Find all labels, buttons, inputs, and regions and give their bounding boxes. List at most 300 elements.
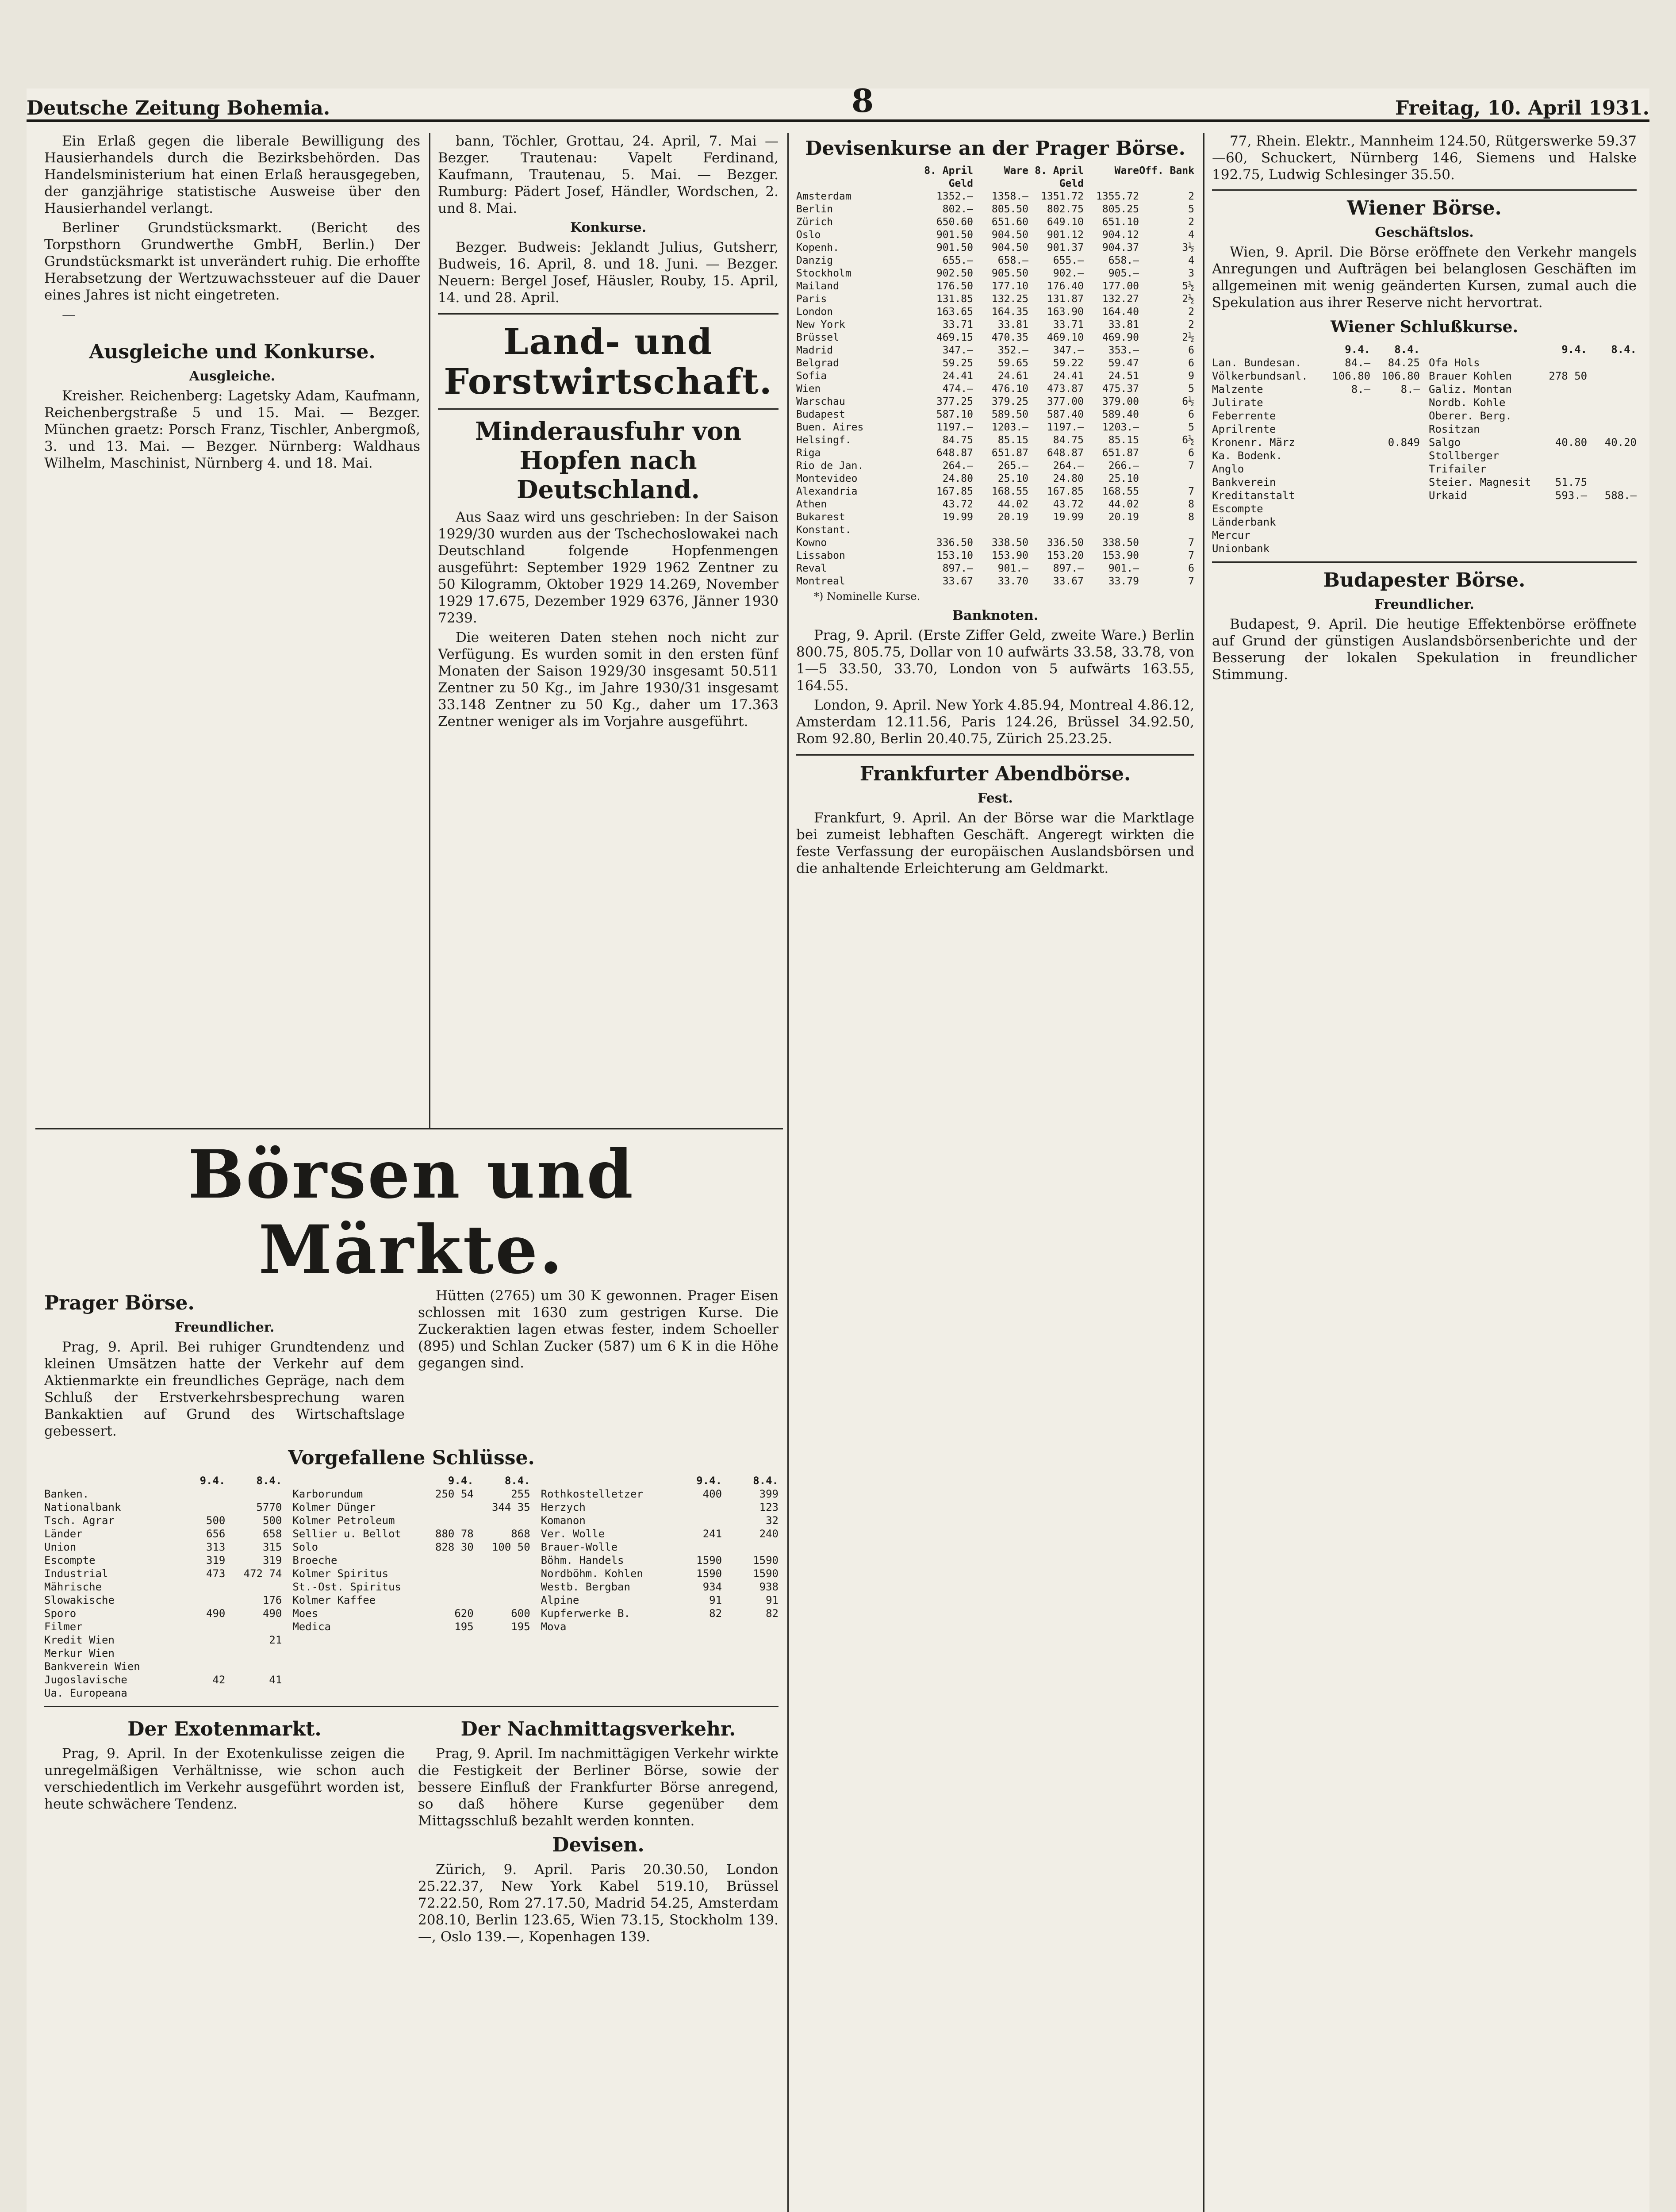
table-cell: 6 bbox=[1188, 447, 1194, 459]
table-row bbox=[796, 472, 1194, 485]
table-cell: 469.90 bbox=[1102, 332, 1139, 343]
table-cell bbox=[474, 1580, 530, 1594]
table-row bbox=[796, 216, 1194, 229]
table-header: 9.4. 8.4. bbox=[1561, 343, 1637, 356]
table-cell bbox=[1321, 422, 1370, 436]
table-cell bbox=[225, 1647, 282, 1660]
table-cell bbox=[225, 1487, 282, 1501]
table-cell: Warschau bbox=[796, 396, 845, 407]
table-cell: 2 bbox=[1188, 191, 1194, 202]
table-cell: Berlin bbox=[796, 204, 833, 215]
table-cell: 655.— bbox=[942, 255, 973, 266]
table-cell: 7 bbox=[1188, 537, 1194, 549]
table-row bbox=[796, 562, 1194, 575]
table-cell bbox=[1321, 409, 1370, 422]
table-cell: Oberer. Berg. bbox=[1429, 410, 1512, 422]
table-cell: 25.10 bbox=[1108, 473, 1139, 484]
table-cell: 24.61 bbox=[997, 370, 1028, 382]
table-cell: Westb. Bergban bbox=[541, 1581, 630, 1593]
table-cell: 352.— bbox=[997, 345, 1028, 356]
table-row bbox=[292, 1527, 530, 1540]
table-row bbox=[796, 319, 1194, 331]
table-cell bbox=[1084, 524, 1139, 537]
table-cell: 938 bbox=[759, 1581, 779, 1593]
table-cell: 7 bbox=[1188, 576, 1194, 587]
table-row bbox=[796, 396, 1194, 408]
table-cell: 106.80 bbox=[1332, 370, 1371, 382]
column-rule bbox=[787, 133, 789, 2212]
table-cell bbox=[225, 1660, 282, 1673]
table-cell: Brauer-Wolle bbox=[541, 1541, 618, 1553]
table-cell bbox=[1587, 396, 1637, 409]
section-rule bbox=[1212, 189, 1637, 191]
table-cell: Moes bbox=[292, 1607, 318, 1620]
table-cell: Oslo bbox=[796, 229, 821, 241]
table-cell bbox=[1028, 524, 1084, 537]
table-cell bbox=[1370, 502, 1420, 515]
table-cell bbox=[417, 1580, 474, 1594]
table-cell: Slowakische bbox=[44, 1594, 115, 1606]
table-cell bbox=[417, 1594, 474, 1607]
table-cell: 168.55 bbox=[1102, 486, 1139, 497]
table-cell: 4 bbox=[1188, 255, 1194, 266]
table-cell bbox=[1370, 462, 1420, 476]
table-row bbox=[1212, 383, 1420, 396]
table-cell: 59.25 bbox=[942, 357, 973, 369]
exoten-text: Prag, 9. April. In der Exotenkulisse zeigen die unregelmäßigen Verhältnisse, wie schon auch verschiedentlich im Verkehr ausgeführt worden ist, heute schwächere Tendenz. bbox=[44, 1746, 405, 1812]
table-cell: 656 bbox=[206, 1528, 226, 1540]
table-cell: 6 bbox=[1188, 357, 1194, 369]
table-cell: 588.— bbox=[1604, 489, 1637, 502]
table-cell: 802.— bbox=[942, 204, 973, 215]
table-cell: 59.65 bbox=[997, 357, 1028, 369]
table-cell: Montreal bbox=[796, 576, 845, 587]
table-cell: 241 bbox=[702, 1528, 722, 1540]
table-cell: 177.10 bbox=[991, 280, 1028, 292]
budapest-title: Budapester Börse. bbox=[1323, 569, 1526, 591]
table-cell: Ofa Hols bbox=[1429, 357, 1480, 369]
schluesse-table-b bbox=[292, 1474, 530, 1700]
prague-text: Prag, 9. April. Bei ruhiger Grundtendenz und kleinen Umsätzen hatte der Verkehr auf dem Aktienmarkte ein freundliches Gepräge, nach dem Schluß der Erstverkehrsbesprechung waren Bankaktien auf Grund des Wirtschaftslage gebessert. bbox=[44, 1339, 405, 1439]
table-row bbox=[1429, 396, 1637, 409]
column-rule bbox=[1203, 133, 1204, 2212]
table-cell: 176.40 bbox=[1047, 280, 1084, 292]
table-row bbox=[796, 549, 1194, 562]
table-row bbox=[1212, 396, 1420, 409]
table-cell bbox=[1587, 409, 1637, 422]
table-cell: 1590 bbox=[753, 1554, 779, 1567]
table-cell: 153.20 bbox=[1047, 550, 1084, 561]
table-cell: 469.15 bbox=[936, 332, 973, 343]
table-cell: 338.50 bbox=[1102, 537, 1139, 549]
table-cell: Julirate bbox=[1212, 396, 1263, 409]
table-cell bbox=[417, 1501, 474, 1514]
table-cell: 904.37 bbox=[1102, 242, 1139, 253]
table-cell: 905.50 bbox=[991, 268, 1028, 279]
table-cell bbox=[1538, 449, 1587, 462]
article-grundstuecksmarkt: Berliner Grundstücksmarkt. (Bericht des Torpsthorn Grundwerthe GmbH, Berlin.) Der Grundstücksmarkt ist unverändert ruhig. Die erhoffte Herabsetzung der Wertzuwachssteuer auf die Dauer eines Jahres ist nicht eingetreten. bbox=[44, 220, 420, 303]
page-header bbox=[27, 82, 1649, 122]
table-cell bbox=[1370, 409, 1420, 422]
table-cell: 176.50 bbox=[936, 280, 973, 292]
table-cell: Mailand bbox=[796, 280, 839, 292]
table-cell: 4 bbox=[1188, 229, 1194, 241]
table-row bbox=[796, 460, 1194, 472]
table-cell: Völkerbundsanl. bbox=[1212, 370, 1308, 382]
table-cell bbox=[1321, 476, 1370, 489]
table-cell: 7 bbox=[1188, 550, 1194, 561]
table-cell: 904.50 bbox=[991, 229, 1028, 241]
table-cell bbox=[169, 1633, 225, 1647]
table-cell bbox=[1321, 489, 1370, 502]
table-cell: 472 74 bbox=[243, 1567, 282, 1580]
table-cell: Steier. Magnesit bbox=[1429, 476, 1531, 488]
table-cell bbox=[417, 1554, 474, 1567]
table-cell: Nordböhm. Kohlen bbox=[541, 1567, 643, 1580]
table-row bbox=[796, 190, 1194, 203]
table-cell bbox=[665, 1620, 722, 1633]
section-rule bbox=[35, 1128, 783, 1129]
table-cell: 901.— bbox=[1108, 563, 1139, 574]
table-cell: 651.87 bbox=[991, 447, 1028, 459]
table-cell: 905.— bbox=[1108, 268, 1139, 279]
table-row bbox=[541, 1580, 779, 1594]
table-cell: Kupferwerke B. bbox=[541, 1607, 630, 1620]
table-cell: 44.02 bbox=[1108, 499, 1139, 510]
table-row bbox=[541, 1501, 779, 1514]
table-row bbox=[44, 1686, 282, 1700]
table-cell: 264.— bbox=[1053, 460, 1084, 472]
table-cell: 33.67 bbox=[942, 576, 973, 587]
table-cell: Banken. bbox=[44, 1488, 89, 1500]
table-cell: 42 bbox=[212, 1674, 226, 1686]
article-filler: — bbox=[62, 307, 76, 323]
table-cell bbox=[1321, 449, 1370, 462]
table-cell bbox=[1321, 396, 1370, 409]
table-cell: 2 bbox=[1188, 306, 1194, 318]
devisenkurse-title: Devisenkurse an der Prager Börse. bbox=[805, 137, 1185, 160]
table-cell bbox=[1321, 436, 1370, 449]
table-cell: Rositzan bbox=[1429, 423, 1480, 435]
table-cell: Mährische bbox=[44, 1581, 102, 1593]
table-cell: 84.75 bbox=[942, 434, 973, 446]
table-cell: 5 bbox=[1188, 383, 1194, 395]
table-cell: 315 bbox=[262, 1541, 282, 1553]
section-land-forstwirtschaft: Land- und Forstwirtschaft. bbox=[444, 321, 773, 402]
table-row bbox=[1212, 489, 1420, 502]
table-cell: 805.25 bbox=[1102, 204, 1139, 215]
table-cell: 19.99 bbox=[1053, 511, 1084, 523]
article-konkurse: Bezger. Budweis: Jeklandt Julius, Gutsherr, Budweis, 16. April, 8. und 18. Juni. — Bezger. Neuern: Bergel Josef, Häusler, Rouby, 15. April, 14. und 28. April. bbox=[438, 239, 779, 306]
table-cell: 600 bbox=[511, 1607, 530, 1620]
table-row bbox=[292, 1514, 530, 1527]
table-cell: Anglo bbox=[1212, 463, 1244, 475]
table-cell: 651.87 bbox=[1102, 447, 1139, 459]
table-cell: Salgo bbox=[1429, 436, 1461, 449]
table-cell bbox=[1538, 356, 1587, 369]
table-cell: 6½ bbox=[1182, 434, 1194, 446]
table-cell: Ver. Wolle bbox=[541, 1528, 605, 1540]
table-cell: 880 78 bbox=[435, 1528, 474, 1540]
table-cell: Länder bbox=[44, 1528, 83, 1540]
table-cell: 106.80 bbox=[1381, 370, 1420, 382]
nachmittag-text: Prag, 9. April. Im nachmittägigen Verkehr wirkte die Festigkeit der Berliner Börse, sowie der bessere Einfluß der Frankfurter Börse anregend, so daß höhere Kurse gegenüber dem Mittagsschluß bezahlt werden konnten. bbox=[418, 1746, 779, 1829]
table-cell: Jugoslavische bbox=[44, 1674, 127, 1686]
table-cell: Medica bbox=[292, 1621, 331, 1633]
table-row bbox=[292, 1487, 530, 1501]
table-row bbox=[796, 408, 1194, 421]
table-cell: 379.25 bbox=[991, 396, 1028, 407]
table-cell: 2 bbox=[1188, 319, 1194, 330]
table-cell: Sellier u. Bellot bbox=[292, 1528, 401, 1540]
wien-tone: Geschäftslos. bbox=[1375, 225, 1474, 240]
page-number: 8 bbox=[851, 82, 874, 119]
table-cell: Bukarest bbox=[796, 511, 845, 523]
prague-tone: Freundlicher. bbox=[174, 1320, 275, 1335]
table-cell: 44.02 bbox=[997, 499, 1028, 510]
table-cell: Kopenh. bbox=[796, 242, 839, 253]
table-cell: Feberrente bbox=[1212, 410, 1276, 422]
table-cell: 20.19 bbox=[1108, 511, 1139, 523]
table-cell bbox=[1370, 542, 1420, 555]
table-cell bbox=[225, 1620, 282, 1633]
table-cell bbox=[1587, 383, 1637, 396]
table-row bbox=[796, 331, 1194, 344]
table-cell: 33.67 bbox=[1053, 576, 1084, 587]
article-ausgleiche: Kreisher. Reichenberg: Lagetsky Adam, Kaufmann, Reichenbergstraße 5 und 15. Mai. — Bezger. München graetz: Porsch Franz, Tischler, Anbergmoß, 3. und 13. Mai. — Bezger. Nürnberg: Waldhaus Wilhelm, Maschinist, Nürnberg 4. und 18. Mai. bbox=[44, 388, 420, 471]
devisenkurse-note: *) Nominelle Kurse. bbox=[814, 590, 920, 603]
nachmittag-column bbox=[418, 1713, 779, 1948]
table-cell: 0.849 bbox=[1388, 436, 1420, 449]
table-cell: 338.50 bbox=[991, 537, 1028, 549]
article-hopfen-title: Minderausfuhr von Hopfen nach Deutschland. bbox=[475, 417, 741, 504]
table-row bbox=[541, 1607, 779, 1620]
table-cell: Ka. Bodenk. bbox=[1212, 449, 1282, 462]
table-cell: 377.25 bbox=[936, 396, 973, 407]
table-row bbox=[44, 1673, 282, 1686]
table-cell: Trifailer bbox=[1429, 463, 1487, 475]
table-row bbox=[1429, 356, 1637, 369]
table-cell: 319 bbox=[262, 1554, 282, 1567]
table-cell: Kolmer Petroleum bbox=[292, 1514, 395, 1527]
table-cell: 1352.— bbox=[936, 191, 973, 202]
table-row bbox=[44, 1501, 282, 1514]
table-cell bbox=[1538, 396, 1587, 409]
table-cell: 1355.72 bbox=[1096, 191, 1139, 202]
table-cell: 195 bbox=[511, 1621, 530, 1633]
table-row bbox=[796, 447, 1194, 460]
table-row bbox=[1212, 356, 1420, 369]
table-row bbox=[1429, 409, 1637, 422]
table-cell bbox=[1370, 422, 1420, 436]
exoten-title: Der Exotenmarkt. bbox=[127, 1718, 322, 1740]
table-cell: 176 bbox=[262, 1594, 282, 1606]
table-cell bbox=[918, 524, 973, 537]
table-cell: 84.25 bbox=[1388, 357, 1420, 369]
table-cell: 43.72 bbox=[1053, 499, 1084, 510]
table-cell: Böhm. Handels bbox=[541, 1554, 624, 1567]
table-cell bbox=[665, 1501, 722, 1514]
schluesse-table-a bbox=[44, 1474, 282, 1700]
table-row bbox=[44, 1607, 282, 1620]
table-cell: 40.20 bbox=[1604, 436, 1637, 449]
table-row bbox=[796, 421, 1194, 434]
table-cell: 649.10 bbox=[1047, 216, 1084, 228]
table-cell: 313 bbox=[206, 1541, 226, 1553]
table-cell: 5½ bbox=[1182, 280, 1194, 292]
table-cell: New York bbox=[796, 319, 845, 330]
table-cell bbox=[169, 1594, 225, 1607]
table-cell: 278 50 bbox=[1549, 370, 1588, 382]
table-row bbox=[44, 1567, 282, 1580]
table-cell bbox=[474, 1567, 530, 1580]
table-cell: 344 35 bbox=[491, 1501, 530, 1513]
table-cell: 33.79 bbox=[1108, 576, 1139, 587]
table-cell: Brauer Kohlen bbox=[1429, 370, 1512, 382]
table-cell: Wien bbox=[796, 383, 821, 395]
table-cell: 901.— bbox=[997, 563, 1028, 574]
table-row bbox=[1429, 369, 1637, 383]
table-cell: Solo bbox=[292, 1541, 318, 1553]
table-cell: 475.37 bbox=[1102, 383, 1139, 395]
table-cell: 32 bbox=[766, 1514, 779, 1527]
table-cell: 901.12 bbox=[1047, 229, 1084, 241]
table-cell: 319 bbox=[206, 1554, 226, 1567]
table-cell: 264.— bbox=[942, 460, 973, 472]
section-rule bbox=[1212, 561, 1637, 563]
table-row bbox=[796, 575, 1194, 588]
table-cell: 868 bbox=[511, 1528, 530, 1540]
table-cell bbox=[169, 1501, 225, 1514]
table-cell bbox=[1587, 356, 1637, 369]
table-cell bbox=[1139, 524, 1194, 537]
table-cell: 131.85 bbox=[936, 293, 973, 305]
table-cell: Paris bbox=[796, 293, 827, 305]
table-cell: 5 bbox=[1188, 204, 1194, 215]
table-cell: 167.85 bbox=[936, 486, 973, 497]
table-cell: 167.85 bbox=[1047, 486, 1084, 497]
table-cell: 593.— bbox=[1555, 489, 1588, 502]
table-cell: 347.— bbox=[942, 345, 973, 356]
table-row bbox=[541, 1620, 779, 1633]
issue-date: Freitag, 10. April 1931. bbox=[1395, 97, 1649, 119]
table-cell: 51.75 bbox=[1555, 476, 1588, 488]
nachmittag-title: Der Nachmittagsverkehr. bbox=[460, 1718, 736, 1740]
table-cell: Malzente bbox=[1212, 383, 1263, 396]
table-cell: 24.51 bbox=[1108, 370, 1139, 382]
table-cell: Mova bbox=[541, 1621, 567, 1633]
table-cell bbox=[474, 1514, 530, 1527]
table-cell: Urkaid bbox=[1429, 489, 1467, 502]
table-cell bbox=[417, 1514, 474, 1527]
table-cell: St.-Ost. Spiritus bbox=[292, 1581, 401, 1593]
table-cell: 1197.— bbox=[936, 422, 973, 433]
article-hausierhandel: Ein Erlaß gegen die liberale Bewilligung des Hausierhandels durch die Bezirksbehörden. Das Handelsministerium hat einen Erlaß herausgegeben, der ganzjährige statistische Ausweise über den Hausierhandel verlangt. bbox=[44, 133, 420, 216]
table-cell bbox=[973, 524, 1028, 537]
table-cell bbox=[1538, 422, 1587, 436]
section-ausgleiche: Ausgleiche und Konkurse. bbox=[89, 341, 376, 363]
table-cell bbox=[474, 1554, 530, 1567]
table-cell bbox=[169, 1620, 225, 1633]
table-cell bbox=[665, 1514, 722, 1527]
table-cell: 33.71 bbox=[942, 319, 973, 330]
table-cell bbox=[225, 1686, 282, 1700]
table-cell: Merkur Wien bbox=[44, 1647, 115, 1659]
table-row bbox=[796, 383, 1194, 396]
budapest-tone: Freundlicher. bbox=[1374, 597, 1474, 612]
table-cell: 3½ bbox=[1182, 242, 1194, 253]
table-cell: 473 bbox=[206, 1567, 226, 1580]
table-cell: Filmer bbox=[44, 1621, 83, 1633]
table-row bbox=[796, 524, 1194, 537]
table-cell: 8 bbox=[1188, 499, 1194, 510]
table-cell: Union bbox=[44, 1541, 77, 1553]
table-cell: 24.80 bbox=[942, 473, 973, 484]
column-3 bbox=[796, 133, 1194, 2212]
table-cell: 123 bbox=[759, 1501, 779, 1513]
schluesse-table-c bbox=[541, 1474, 779, 1700]
wien-schluss-table-b bbox=[1429, 343, 1637, 555]
table-row bbox=[1429, 462, 1637, 476]
table-cell bbox=[1321, 515, 1370, 529]
table-cell: 620 bbox=[454, 1607, 474, 1620]
table-cell bbox=[1139, 472, 1194, 485]
table-row bbox=[292, 1620, 530, 1633]
table-cell: Nordb. Kohle bbox=[1429, 396, 1506, 409]
table-cell: 490 bbox=[262, 1607, 282, 1620]
table-cell: Brüssel bbox=[796, 332, 839, 343]
table-cell: 82 bbox=[766, 1607, 779, 1620]
table-cell: 648.87 bbox=[1047, 447, 1084, 459]
table-row bbox=[796, 498, 1194, 511]
table-cell: Kolmer Spiritus bbox=[292, 1567, 389, 1580]
prague-text-2: Hütten (2765) um 30 K gewonnen. Prager Eisen schlossen mit 1630 zum gestrigen Kurse. Die Zuckeraktien lagen etwas fester, indem Schoeller (895) und Schlan Zucker (587) um 6 K in die Höhe gegangen sind. bbox=[418, 1288, 779, 1371]
table-cell: 6 bbox=[1188, 345, 1194, 356]
table-cell: Escompte bbox=[1212, 503, 1263, 515]
table-cell: 828 30 bbox=[435, 1541, 474, 1553]
table-cell: Lissabon bbox=[796, 550, 845, 561]
table-cell bbox=[1538, 462, 1587, 476]
table-cell: Zürich bbox=[796, 216, 833, 228]
table-cell: Bankverein Wien bbox=[44, 1660, 140, 1673]
table-cell: 33.70 bbox=[997, 576, 1028, 587]
table-cell: Kolmer Kaffee bbox=[292, 1594, 376, 1606]
table-cell: Rothkostelletzer bbox=[541, 1488, 643, 1500]
article-hopfen-p2: Die weiteren Daten stehen noch nicht zur Verfügung. Es wurden somit in den ersten fünf Monaten der Saison 1929/30 insgesamt 50.511 Zentner zu 50 Kg., im Jahre 1930/31 insgesamt 33.148 Zentner zu 50 Kg., daher um 17.363 Zentner weniger als im Vorjahre ausgeführt. bbox=[438, 630, 779, 730]
wien-text: Wien, 9. April. Die Börse eröffnete den Verkehr mangels Anregungen und Aufträgen bei belanglosen Geschäften im allgemeinen mit wenig geänderten Kursen, zumal auch die Spekulation aus ihrer Reserve nicht hervortrat. bbox=[1212, 244, 1637, 311]
table-row bbox=[1212, 529, 1420, 542]
table-cell: London bbox=[796, 306, 833, 318]
table-cell: 84.— bbox=[1345, 357, 1371, 369]
table-row bbox=[44, 1633, 282, 1647]
table-cell: Tsch. Agrar bbox=[44, 1514, 115, 1527]
table-cell bbox=[169, 1660, 225, 1673]
table-cell: 897.— bbox=[942, 563, 973, 574]
table-cell: 8.— bbox=[1351, 383, 1371, 396]
table-cell: Alpine bbox=[541, 1594, 579, 1606]
table-row bbox=[796, 485, 1194, 498]
table-cell: Belgrad bbox=[796, 357, 839, 369]
table-cell: 85.15 bbox=[1108, 434, 1139, 446]
table-row bbox=[796, 203, 1194, 216]
table-cell: Helsingf. bbox=[796, 434, 851, 446]
table-cell: 100 50 bbox=[491, 1541, 530, 1553]
table-row bbox=[44, 1660, 282, 1673]
table-cell bbox=[722, 1620, 779, 1633]
table-row bbox=[1429, 383, 1637, 396]
table-cell: 2½ bbox=[1182, 332, 1194, 343]
table-cell: Konstant. bbox=[796, 524, 851, 536]
